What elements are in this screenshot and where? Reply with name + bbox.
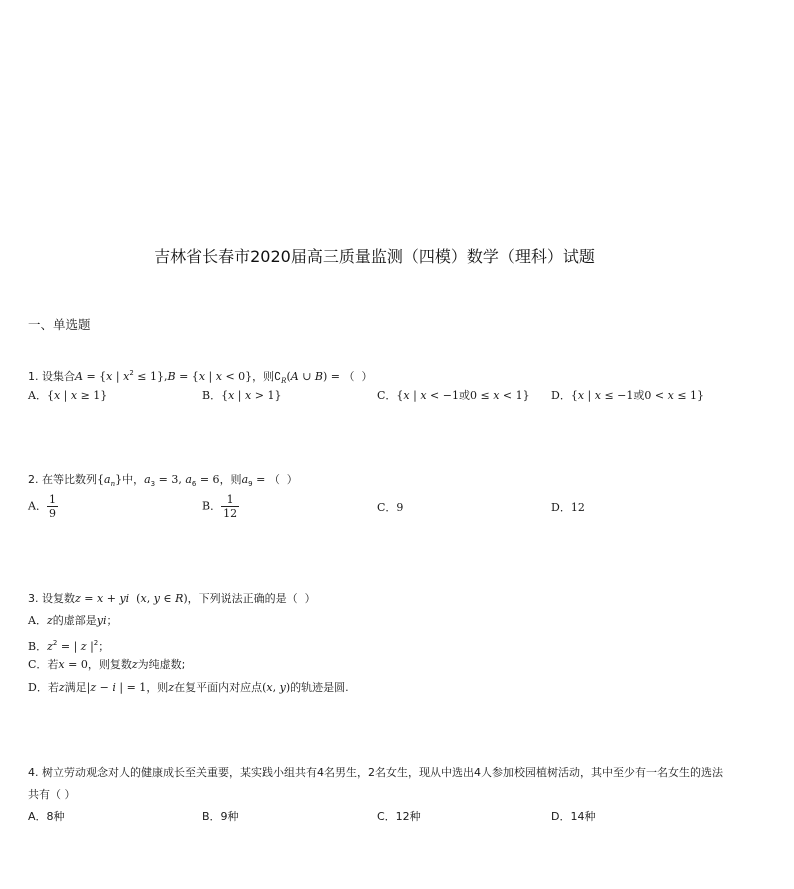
question-2-stem: 2. 在等比数列$\{a_n\}$中，$a_3 = 3$, $a_6 = 6$，则$a_9$ = （ ）	[28, 473, 298, 488]
section-heading: 一、单选题	[28, 317, 91, 332]
question-1-stem: 1. 设集合A = {x | $x^2 \le 1\},B = \{x$ | x < 0}，则$∁_R(A$ ∪ B) = （ ）	[28, 369, 373, 385]
question-1-option-a[interactable]: A．{x | x ≥ 1}	[28, 389, 108, 402]
question-1-option-c[interactable]: C．{x | x < −1或0 ≤ x < 1}	[377, 389, 530, 402]
question-2-option-d[interactable]: D．12	[551, 501, 585, 514]
page-title: 吉林省长春市2020届高三质量监测（四模）数学（理科）试题	[154, 247, 595, 266]
question-4-option-a[interactable]: A．8种	[28, 810, 65, 823]
question-4-option-d[interactable]: D．14种	[551, 810, 596, 823]
question-4-option-b[interactable]: B．9种	[202, 810, 239, 823]
question-2-option-b[interactable]: B． $\frac{1}{12}$	[202, 493, 238, 520]
question-3-option-a[interactable]: A．z的虚部是yi；	[28, 614, 118, 627]
question-3-option-c[interactable]: C．若x = 0，则复数z为纯虚数;	[28, 658, 186, 671]
question-4-stem-line1: 4. 树立劳动观念对人的健康成长至关重要，某实践小组共有4名男生，2名女生，现从中选出4人参加校园植树活动，其中至少有一名女生的选法	[28, 766, 723, 779]
question-3-option-b[interactable]: B．$z^2$ = | z $|^2$；	[28, 639, 110, 653]
question-1-option-d[interactable]: D．{x | x ≤ −1或0 < x ≤ 1}	[551, 389, 705, 402]
question-2-option-c[interactable]: C．9	[377, 501, 404, 514]
question-1-option-b[interactable]: B．{x | x > 1}	[202, 389, 282, 402]
question-4-stem-line2: 共有（ ）	[28, 788, 76, 801]
question-4-option-c[interactable]: C．12种	[377, 810, 421, 823]
question-2-option-a[interactable]: A． $\frac{1}{9}$	[28, 493, 56, 520]
question-3-stem: 3. 设复数z = x + yi (x, y ∈ R)，下列说法正确的是（ ）	[28, 592, 316, 605]
question-3-option-d[interactable]: D．若z满足|z − i | = 1，则z在复平面内对应点(x, y)的轨迹是圆.	[28, 681, 349, 694]
